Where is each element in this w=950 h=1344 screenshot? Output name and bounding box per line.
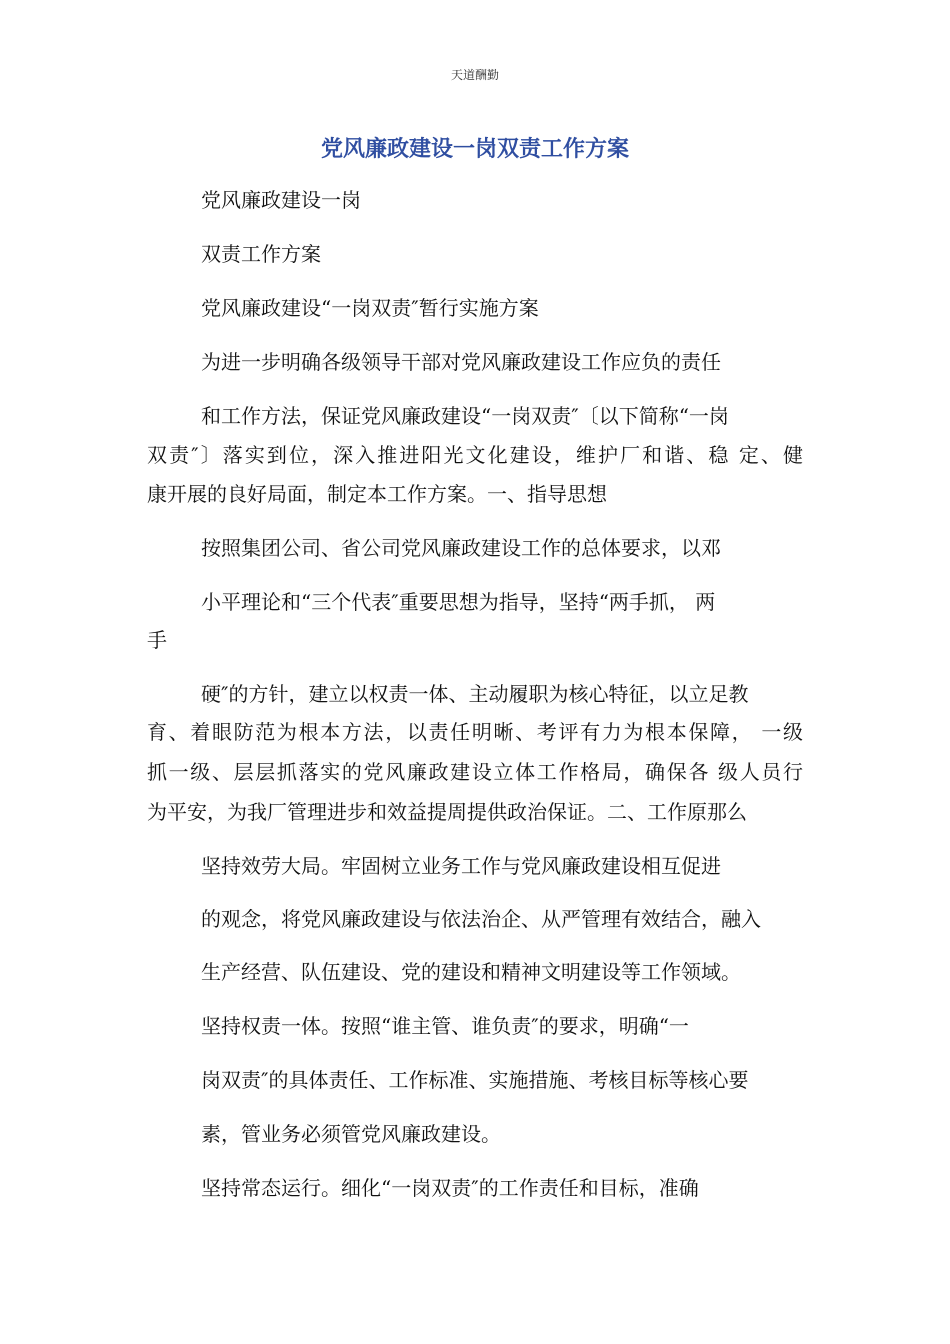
text-line: 手 xyxy=(147,628,167,652)
text-line: 按照集团公司、省公司党风廉政建设工作的总体要求，以邓 xyxy=(201,536,721,560)
text-line: 和工作方法，保证党风廉政建设“一岗双责″〔以下简称“一岗 xyxy=(201,404,729,428)
text-line: 岗双责″的具体责任、工作标准、实施措施、考核目标等核心要 xyxy=(201,1068,749,1092)
text-line: 为平安，为我厂管理进步和效益提周提供政治保证。二、工作原那么 xyxy=(147,800,747,824)
text-line: 生产经营、队伍建设、党的建设和精神文明建设等工作领域。 xyxy=(201,960,741,984)
text-line: 坚持权责一体。按照“谁主管、谁负责″的要求，明确“一 xyxy=(201,1014,689,1038)
text-line: 坚持效劳大局。牢固树立业务工作与党风廉政建设相互促进 xyxy=(201,854,721,878)
text-line: 双责″〕落实到位，深入推进阳光文化建设，维护厂和谐、稳 定、健 xyxy=(147,443,803,467)
text-line: 硬″的方针，建立以权责一体、主动履职为核心特征，以立足教 xyxy=(201,682,749,706)
page-header: 天道酬勤 xyxy=(450,68,499,82)
text-line: 为进一步明确各级领导干部对党风廉政建设工作应负的责任 xyxy=(201,350,721,374)
text-line: 素，管业务必须管党风廉政建设。 xyxy=(201,1122,501,1146)
text-line: 党风廉政建设一岗 xyxy=(201,188,361,212)
text-line: 的观念，将党风廉政建设与依法治企、从严管理有效结合，融入 xyxy=(201,907,761,931)
document-title: 党风廉政建设一岗双责工作方案 xyxy=(320,137,629,162)
text-line: 抓一级、层层抓落实的党风廉政建设立体工作格局，确保各 级人员行 xyxy=(147,760,803,784)
text-line: 坚持常态运行。细化“一岗双责″的工作责任和目标，准确 xyxy=(201,1176,699,1200)
text-line: 康开展的良好局面，制定本工作方案。一、指导思想 xyxy=(147,482,607,506)
text-line: 小平理论和“三个代表″重要思想为指导，坚持“两手抓， 两 xyxy=(201,590,716,614)
text-line: 双责工作方案 xyxy=(201,242,321,266)
text-line: 育、着眼防范为根本方法，以责任明晰、考评有力为根本保障， 一级 xyxy=(147,720,803,744)
text-line: 党风廉政建设“一岗双责″暂行实施方案 xyxy=(201,296,539,320)
